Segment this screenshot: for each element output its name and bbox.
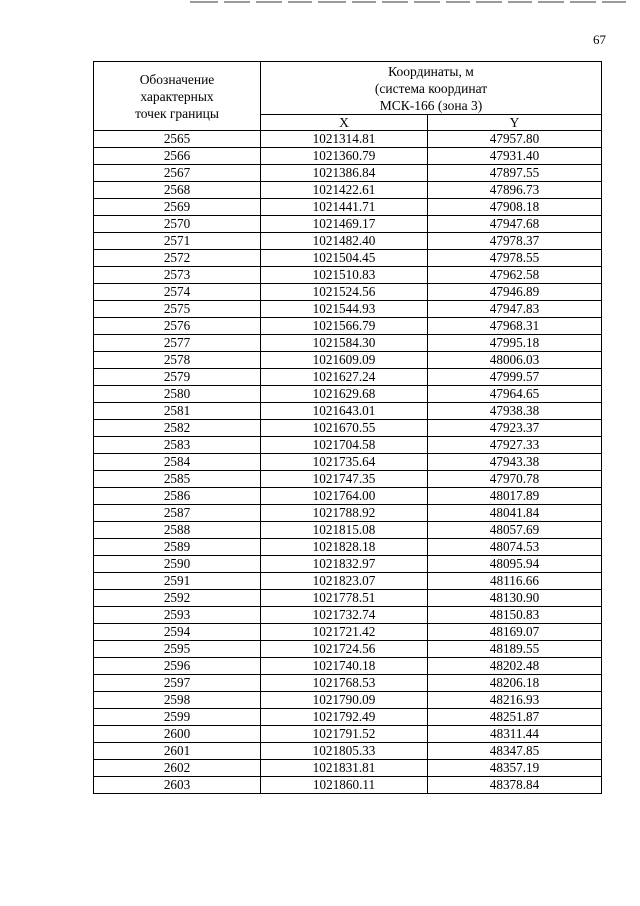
table-row [94,760,602,777]
table-row [94,420,602,437]
y-coordinate-cell: 48150.83 [428,607,602,624]
page-number: 67 [593,32,606,47]
y-coordinate-cell: 47938.38 [428,403,602,420]
point-cell: 2591 [94,573,261,590]
x-column-header: X [261,115,428,131]
x-coordinate-cell: 1021629.68 [261,386,428,403]
y-coordinate-cell: 47923.37 [428,420,602,437]
y-coordinate-cell: 48006.03 [428,352,602,369]
header-line: точек границы [135,105,219,121]
table-row [94,539,602,556]
point-cell: 2593 [94,607,261,624]
x-coordinate-cell: 1021670.55 [261,420,428,437]
table-row [94,148,602,165]
y-coordinate-cell: 47908.18 [428,199,602,216]
x-coordinate-cell: 1021469.17 [261,216,428,233]
table-row [94,573,602,590]
table-row [94,743,602,760]
table-row [94,726,602,743]
x-coordinate-cell: 1021482.40 [261,233,428,250]
point-cell: 2573 [94,267,261,284]
header-line: Обозначение [139,71,215,87]
table-row [94,624,602,641]
y-coordinate-cell: 47897.55 [428,165,602,182]
table-row [94,369,602,386]
table-row [94,233,602,250]
table-body [94,131,602,794]
x-coordinate-cell: 1021788.92 [261,505,428,522]
table-row [94,131,602,148]
y-coordinate-cell: 47999.57 [428,369,602,386]
header-line: МСК-166 (зона 3) [379,97,483,113]
x-coordinate-cell: 1021544.93 [261,301,428,318]
point-cell: 2583 [94,437,261,454]
table-row [94,488,602,505]
y-coordinate-cell: 48202.48 [428,658,602,675]
x-coordinate-cell: 1021724.56 [261,641,428,658]
point-cell: 2582 [94,420,261,437]
y-coordinate-cell: 47962.58 [428,267,602,284]
table-row [94,675,602,692]
table-row [94,318,602,335]
y-coordinate-cell: 48074.53 [428,539,602,556]
point-cell: 2584 [94,454,261,471]
x-coordinate-cell: 1021747.35 [261,471,428,488]
table-row [94,454,602,471]
table-row [94,284,602,301]
x-coordinate-cell: 1021504.45 [261,250,428,267]
point-cell: 2587 [94,505,261,522]
table-row [94,658,602,675]
x-coordinate-cell: 1021721.42 [261,624,428,641]
x-coordinate-cell: 1021704.58 [261,437,428,454]
y-coordinate-cell: 48041.84 [428,505,602,522]
x-coordinate-cell: 1021524.56 [261,284,428,301]
table-row [94,165,602,182]
table-row [94,777,602,794]
point-cell: 2571 [94,233,261,250]
point-cell: 2565 [94,131,261,148]
table-row [94,182,602,199]
y-coordinate-cell: 48311.44 [428,726,602,743]
table-row [94,641,602,658]
point-cell: 2580 [94,386,261,403]
x-coordinate-cell: 1021805.33 [261,743,428,760]
point-cell: 2602 [94,760,261,777]
x-coordinate-cell: 1021764.00 [261,488,428,505]
point-cell: 2601 [94,743,261,760]
header-line: характерных [140,88,214,104]
y-coordinate-cell: 47970.78 [428,471,602,488]
table-row [94,709,602,726]
table-row [94,590,602,607]
y-coordinate-cell: 47896.73 [428,182,602,199]
x-coordinate-cell: 1021609.09 [261,352,428,369]
y-coordinate-cell: 48347.85 [428,743,602,760]
point-cell: 2578 [94,352,261,369]
point-designation-header [94,62,261,131]
table-row [94,403,602,420]
y-coordinate-cell: 48169.07 [428,624,602,641]
table-row [94,199,602,216]
x-coordinate-cell: 1021643.01 [261,403,428,420]
x-coordinate-cell: 1021386.84 [261,165,428,182]
point-cell: 2599 [94,709,261,726]
point-cell: 2598 [94,692,261,709]
x-coordinate-cell: 1021510.83 [261,267,428,284]
y-coordinate-cell: 47943.38 [428,454,602,471]
coordinates-table [93,61,602,794]
point-cell: 2577 [94,335,261,352]
point-cell: 2586 [94,488,261,505]
y-coordinate-cell: 48189.55 [428,641,602,658]
y-coordinate-cell: 48095.94 [428,556,602,573]
point-cell: 2570 [94,216,261,233]
point-cell: 2595 [94,641,261,658]
point-cell: 2572 [94,250,261,267]
x-coordinate-cell: 1021792.49 [261,709,428,726]
x-coordinate-cell: 1021790.09 [261,692,428,709]
y-coordinate-cell: 47978.37 [428,233,602,250]
y-column-header: Y [428,115,602,131]
point-cell: 2575 [94,301,261,318]
x-coordinate-cell: 1021740.18 [261,658,428,675]
point-cell: 2585 [94,471,261,488]
y-coordinate-cell: 47995.18 [428,335,602,352]
point-cell: 2589 [94,539,261,556]
x-coordinate-cell: 1021791.52 [261,726,428,743]
point-cell: 2576 [94,318,261,335]
table-row [94,437,602,454]
x-coordinate-cell: 1021831.81 [261,760,428,777]
y-coordinate-cell: 48116.66 [428,573,602,590]
point-cell: 2569 [94,199,261,216]
table-row [94,692,602,709]
x-coordinate-cell: 1021314.81 [261,131,428,148]
x-coordinate-cell: 1021828.18 [261,539,428,556]
x-coordinate-cell: 1021584.30 [261,335,428,352]
x-coordinate-cell: 1021823.07 [261,573,428,590]
table-header [94,62,602,131]
point-cell: 2590 [94,556,261,573]
x-coordinate-cell: 1021360.79 [261,148,428,165]
point-cell: 2596 [94,658,261,675]
y-coordinate-cell: 48357.19 [428,760,602,777]
point-cell: 2574 [94,284,261,301]
y-coordinate-cell: 47947.83 [428,301,602,318]
x-coordinate-cell: 1021422.61 [261,182,428,199]
table-row [94,352,602,369]
point-cell: 2594 [94,624,261,641]
table-row [94,216,602,233]
table-row [94,505,602,522]
table-row [94,250,602,267]
scan-edge-marks [190,0,640,4]
point-cell: 2597 [94,675,261,692]
x-coordinate-cell: 1021732.74 [261,607,428,624]
x-coordinate-cell: 1021768.53 [261,675,428,692]
table-row [94,471,602,488]
y-coordinate-cell: 48130.90 [428,590,602,607]
y-coordinate-cell: 47947.68 [428,216,602,233]
y-coordinate-cell: 47931.40 [428,148,602,165]
y-coordinate-cell: 47927.33 [428,437,602,454]
y-coordinate-cell: 48216.93 [428,692,602,709]
table-row [94,522,602,539]
point-cell: 2603 [94,777,261,794]
x-coordinate-cell: 1021815.08 [261,522,428,539]
point-cell: 2588 [94,522,261,539]
coordinates-header [261,62,602,115]
y-coordinate-cell: 47957.80 [428,131,602,148]
y-coordinate-cell: 47946.89 [428,284,602,301]
y-coordinate-cell: 48017.89 [428,488,602,505]
table-row [94,556,602,573]
y-coordinate-cell: 47978.55 [428,250,602,267]
table-row [94,335,602,352]
table-row [94,386,602,403]
point-cell: 2592 [94,590,261,607]
table-row [94,301,602,318]
y-coordinate-cell: 48378.84 [428,777,602,794]
x-coordinate-cell: 1021441.71 [261,199,428,216]
y-coordinate-cell: 48251.87 [428,709,602,726]
header-line: Координаты, м [388,63,474,79]
x-coordinate-cell: 1021566.79 [261,318,428,335]
x-coordinate-cell: 1021860.11 [261,777,428,794]
table-row [94,607,602,624]
x-coordinate-cell: 1021735.64 [261,454,428,471]
y-coordinate-cell: 47968.31 [428,318,602,335]
header-line: (система координат [374,80,488,96]
point-cell: 2581 [94,403,261,420]
y-coordinate-cell: 48057.69 [428,522,602,539]
x-coordinate-cell: 1021778.51 [261,590,428,607]
y-coordinate-cell: 47964.65 [428,386,602,403]
point-cell: 2579 [94,369,261,386]
x-coordinate-cell: 1021832.97 [261,556,428,573]
point-cell: 2567 [94,165,261,182]
x-coordinate-cell: 1021627.24 [261,369,428,386]
table-row [94,267,602,284]
point-cell: 2568 [94,182,261,199]
y-coordinate-cell: 48206.18 [428,675,602,692]
point-cell: 2566 [94,148,261,165]
point-cell: 2600 [94,726,261,743]
